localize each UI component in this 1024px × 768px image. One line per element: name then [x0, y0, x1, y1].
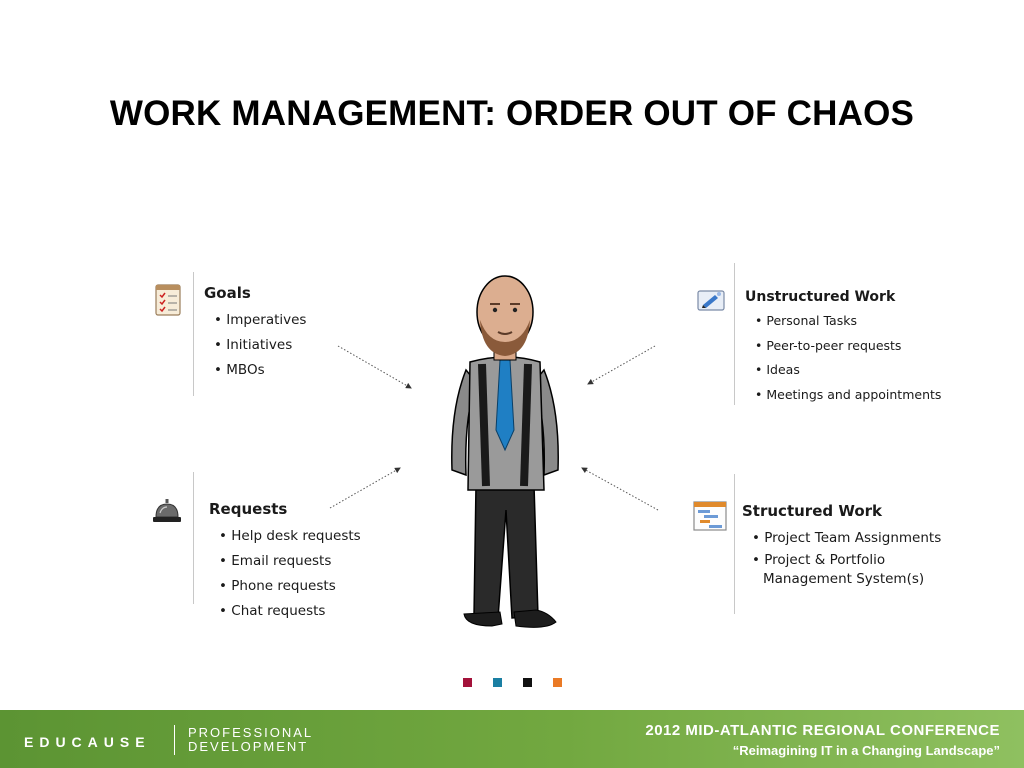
structured-heading: Structured Work: [742, 502, 883, 520]
goals-heading: Goals: [204, 284, 251, 302]
person-illustration: [436, 270, 576, 640]
conference-tagline: “Reimagining IT in a Changing Landscape”: [732, 743, 1000, 758]
educause-logo: EDUCAUSE: [24, 734, 151, 750]
structured-item: • Project & Portfolio: [752, 551, 941, 570]
professional-development-label: [188, 726, 313, 754]
color-marker: [553, 678, 562, 687]
requests-item: • Help desk requests: [219, 524, 361, 549]
structured-item: • Project Team Assignments: [752, 525, 941, 551]
unstructured-item: • Peer-to-peer requests: [755, 334, 941, 359]
requests-item: • Chat requests: [219, 599, 361, 624]
slide-title: WORK MANAGEMENT: ORDER OUT OF CHAOS: [109, 94, 915, 133]
structured-item-continued: Management System(s): [763, 571, 925, 587]
pd-line-1: PROFESSIONAL: [188, 725, 314, 740]
requests-item: • Phone requests: [219, 574, 361, 599]
goals-item: • MBOs: [214, 358, 306, 383]
requests-item: • Email requests: [219, 549, 361, 574]
color-marker: [493, 678, 502, 687]
requests-heading: Requests: [209, 500, 288, 518]
color-marker: [463, 678, 472, 687]
unstructured-heading: Unstructured Work: [745, 289, 896, 305]
goals-item: • Initiatives: [214, 333, 306, 358]
footer-divider: [174, 725, 175, 755]
unstructured-item: • Ideas: [755, 358, 941, 383]
unstructured-item: • Personal Tasks: [755, 309, 941, 334]
color-marker: [523, 678, 532, 687]
pd-line-2: DEVELOPMENT: [188, 739, 309, 754]
unstructured-item: • Meetings and appointments: [755, 383, 941, 408]
footer-bar: [0, 710, 1024, 768]
goals-item: • Imperatives: [214, 308, 306, 333]
conference-name: 2012 MID-ATLANTIC REGIONAL CONFERENCE: [645, 722, 1000, 739]
